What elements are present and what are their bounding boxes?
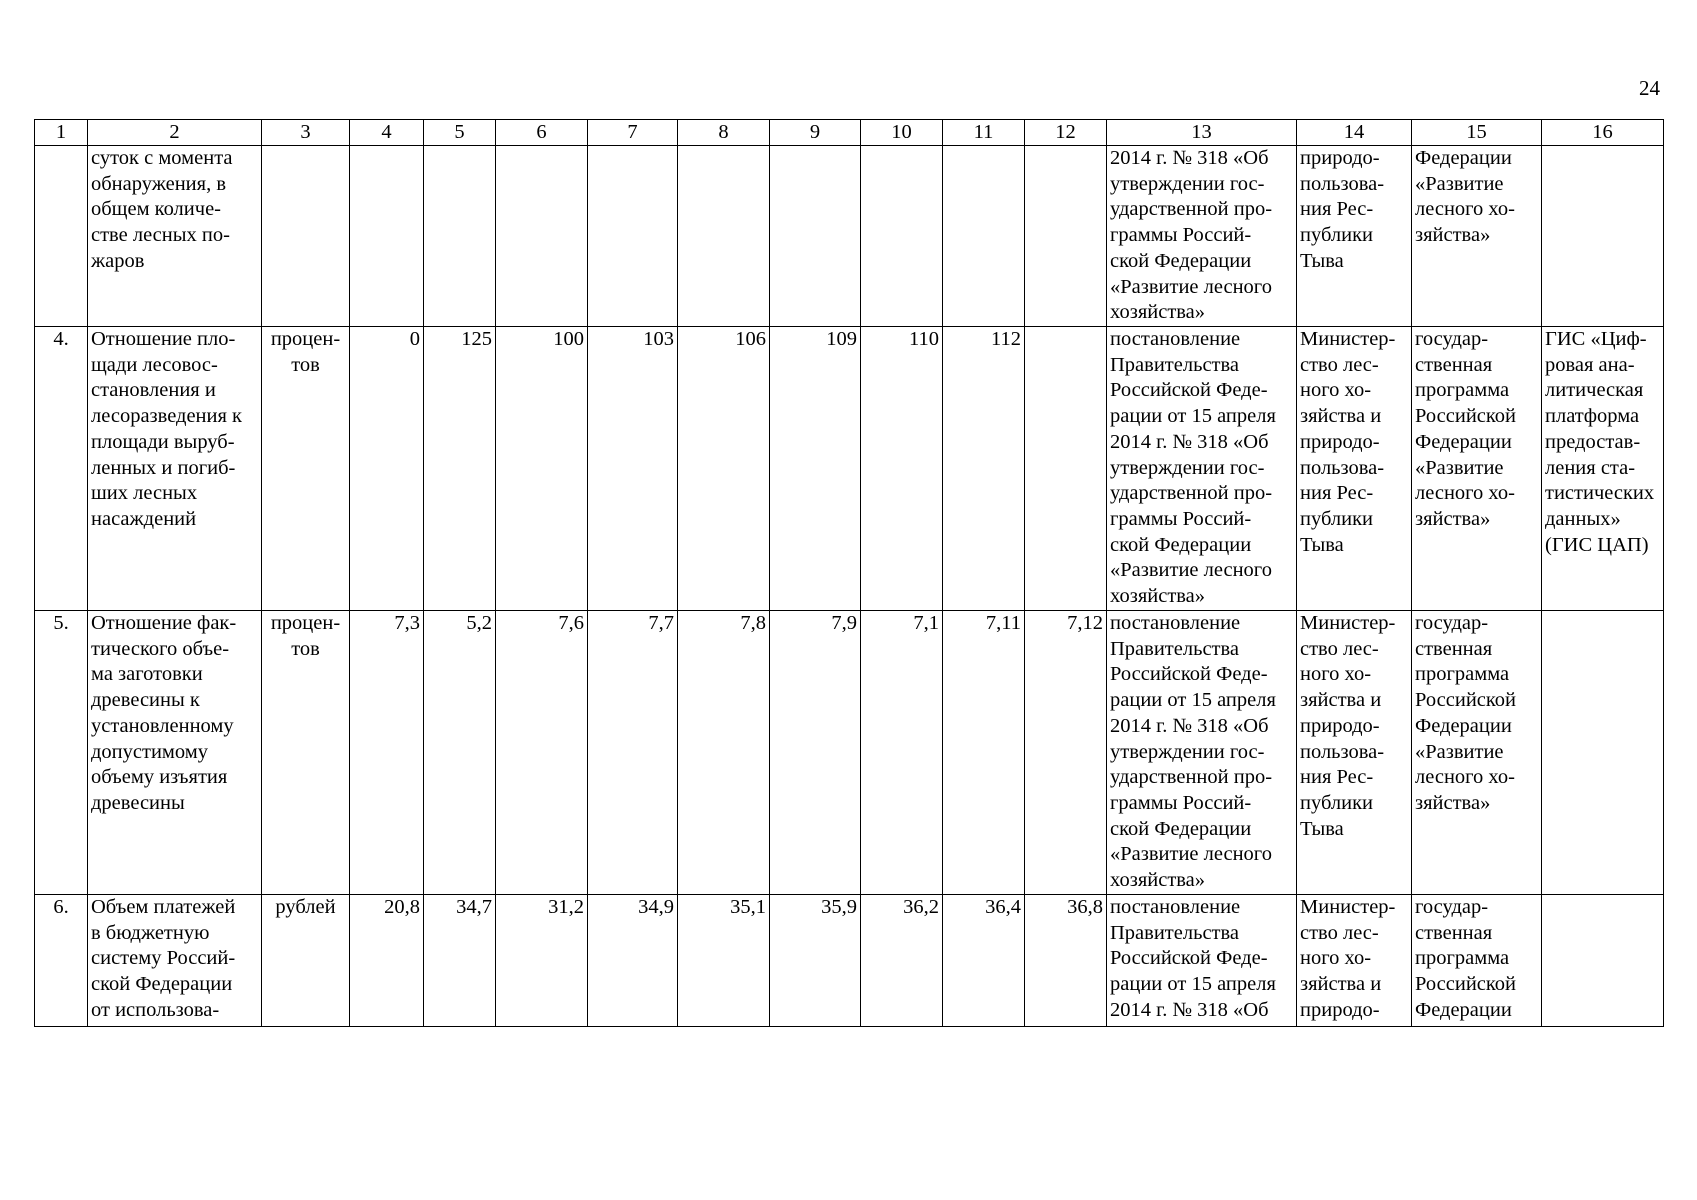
value-cell: 36,4 — [943, 895, 1025, 1027]
indicator-name: суток с момента обнаружения, в общем количе- стве лесных по- жаров — [88, 146, 262, 327]
table-row-4 — [35, 327, 1664, 611]
indicator-name: Отношение пло- щади лесовос- становления и лесоразведения к площади выруб- ленных и погиб- ших лесных насаждений — [88, 327, 262, 611]
program-name: Федерации «Развитие лесного хо- зяйства» — [1412, 146, 1542, 327]
indicator-name: Отношение фак- тического объе- ма заготовки древесины к установленному допустимому объему изъятия древесины — [88, 611, 262, 895]
value-cell: 7,1 — [861, 611, 943, 895]
unit — [262, 146, 350, 327]
responsible-body: природо- пользова- ния Рес- публики Тыва — [1297, 146, 1412, 327]
value-cell: 36,8 — [1025, 895, 1107, 1027]
information-system — [1542, 895, 1664, 1027]
value-cell: 7,6 — [496, 611, 588, 895]
value-cell: 109 — [770, 327, 861, 611]
column-number: 7 — [588, 120, 678, 146]
value-cell — [678, 146, 770, 327]
column-number: 5 — [424, 120, 496, 146]
value-cell: 125 — [424, 327, 496, 611]
column-number: 16 — [1542, 120, 1664, 146]
information-system: ГИС «Циф- ровая ана- литическая платформа предостав- ления ста- тистических данных» (ГИС ЦАП) — [1542, 327, 1664, 611]
value-cell — [588, 146, 678, 327]
value-cell: 36,2 — [861, 895, 943, 1027]
value-cell: 31,2 — [496, 895, 588, 1027]
column-number: 6 — [496, 120, 588, 146]
program-name: государ- ственная программа Российской Федерации «Развитие лесного хо- зяйства» — [1412, 611, 1542, 895]
row-number: 6. — [35, 895, 88, 1027]
table-row-6 — [35, 895, 1664, 1027]
indicators-table — [34, 119, 1664, 1027]
unit: процен- тов — [262, 327, 350, 611]
legal-basis: 2014 г. № 318 «Об утверждении гос- ударственной про- граммы Россий- ской Федерации «Развитие лесного хозяйства» — [1107, 146, 1297, 327]
unit: процен- тов — [262, 611, 350, 895]
value-cell: 34,9 — [588, 895, 678, 1027]
value-cell: 5,2 — [424, 611, 496, 895]
row-number: 5. — [35, 611, 88, 895]
column-number: 15 — [1412, 120, 1542, 146]
value-cell: 0 — [350, 327, 424, 611]
value-cell — [943, 146, 1025, 327]
indicator-name: Объем платежей в бюджетную систему Россий- ской Федерации от использова- — [88, 895, 262, 1027]
information-system — [1542, 146, 1664, 327]
column-number: 4 — [350, 120, 424, 146]
column-number: 1 — [35, 120, 88, 146]
value-cell — [350, 146, 424, 327]
column-number: 10 — [861, 120, 943, 146]
value-cell: 106 — [678, 327, 770, 611]
value-cell — [496, 146, 588, 327]
value-cell — [424, 146, 496, 327]
legal-basis: постановление Правительства Российской Феде- рации от 15 апреля 2014 г. № 318 «Об утверждении гос- ударственной про- граммы Россий- ской Федерации «Развитие лесного хозяйства» — [1107, 611, 1297, 895]
legal-basis: постановление Правительства Российской Феде- рации от 15 апреля 2014 г. № 318 «Об утверждении гос- ударственной про- граммы Россий- ской Федерации «Развитие лесного хозяйства» — [1107, 327, 1297, 611]
table-row-5 — [35, 611, 1664, 895]
row-number: 4. — [35, 327, 88, 611]
value-cell — [1025, 327, 1107, 611]
program-name: государ- ственная программа Российской Федерации «Развитие лесного хо- зяйства» — [1412, 327, 1542, 611]
column-number: 2 — [88, 120, 262, 146]
responsible-body: Министер- ство лес- ного хо- зяйства и природо- — [1297, 895, 1412, 1027]
responsible-body: Министер- ство лес- ного хо- зяйства и природо- пользова- ния Рес- публики Тыва — [1297, 327, 1412, 611]
value-cell — [1025, 146, 1107, 327]
value-cell — [861, 146, 943, 327]
value-cell: 112 — [943, 327, 1025, 611]
value-cell: 35,9 — [770, 895, 861, 1027]
unit: рублей — [262, 895, 350, 1027]
value-cell: 7,11 — [943, 611, 1025, 895]
value-cell: 7,8 — [678, 611, 770, 895]
table-row-continued — [35, 146, 1664, 327]
column-number: 3 — [262, 120, 350, 146]
column-number: 8 — [678, 120, 770, 146]
value-cell: 7,12 — [1025, 611, 1107, 895]
information-system — [1542, 611, 1664, 895]
value-cell: 34,7 — [424, 895, 496, 1027]
column-number: 12 — [1025, 120, 1107, 146]
column-number: 13 — [1107, 120, 1297, 146]
row-number — [35, 146, 88, 327]
value-cell: 100 — [496, 327, 588, 611]
value-cell: 7,7 — [588, 611, 678, 895]
value-cell — [770, 146, 861, 327]
program-name: государ- ственная программа Российской Федерации — [1412, 895, 1542, 1027]
value-cell: 7,9 — [770, 611, 861, 895]
column-number-row — [35, 120, 1664, 146]
value-cell: 103 — [588, 327, 678, 611]
column-number: 14 — [1297, 120, 1412, 146]
value-cell: 110 — [861, 327, 943, 611]
column-number: 9 — [770, 120, 861, 146]
column-number: 11 — [943, 120, 1025, 146]
legal-basis: постановление Правительства Российской Феде- рации от 15 апреля 2014 г. № 318 «Об — [1107, 895, 1297, 1027]
value-cell: 20,8 — [350, 895, 424, 1027]
value-cell: 35,1 — [678, 895, 770, 1027]
responsible-body: Министер- ство лес- ного хо- зяйства и природо- пользова- ния Рес- публики Тыва — [1297, 611, 1412, 895]
page-number: 24 — [1639, 76, 1660, 100]
value-cell: 7,3 — [350, 611, 424, 895]
